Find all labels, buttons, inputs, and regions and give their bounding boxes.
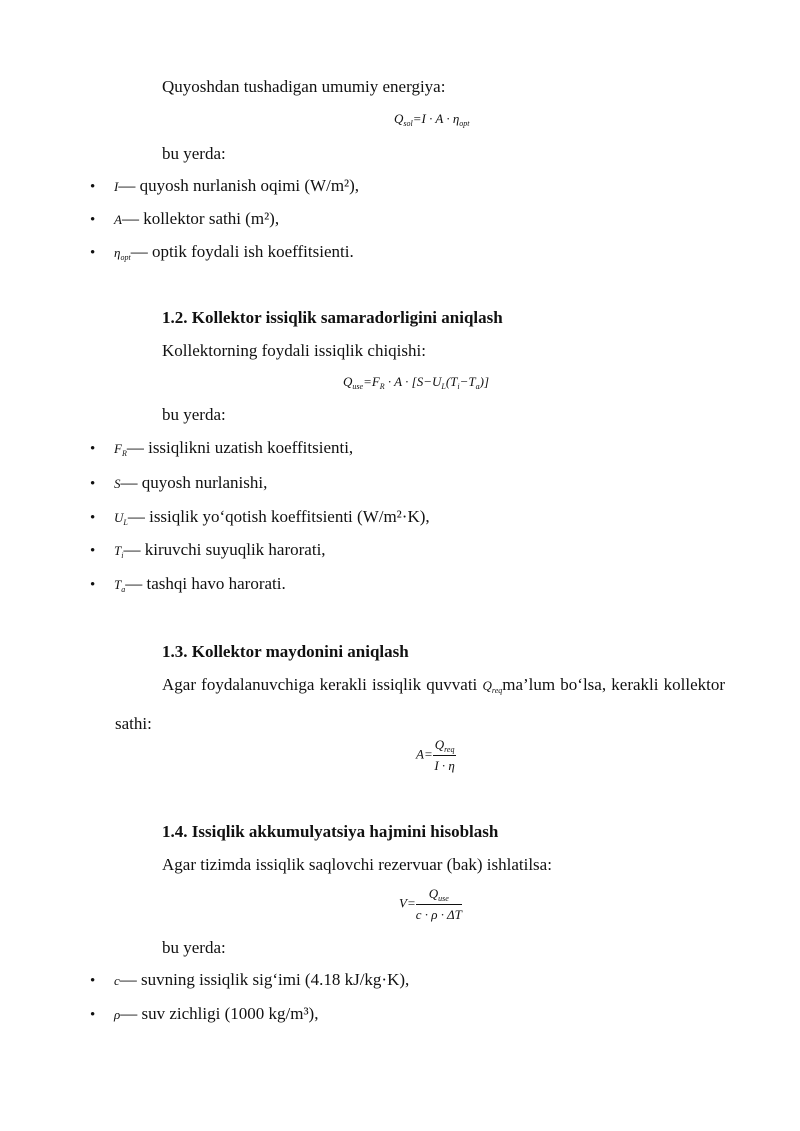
paragraph-text: ma’lum bo‘lsa, kerakli kollektor sathi:: [115, 675, 726, 733]
list-item: [90, 507, 430, 527]
solar-energy-formula: [394, 111, 470, 128]
numerator-symbol: Q: [434, 737, 445, 752]
formula-eq: =: [412, 111, 422, 126]
energy-intro-text: Quyoshdan tushadigan umumiy energiya:: [162, 77, 446, 96]
math-subscript: req: [491, 686, 503, 695]
formula-part: · A · [S−U: [384, 374, 442, 389]
formula-rhs-sub: opt: [459, 119, 470, 128]
formula-sub: L: [441, 382, 446, 391]
list-item: [90, 176, 359, 196]
item-text: — issiqlik yo‘qotish koeffitsienti (W/m²·K),: [127, 507, 430, 526]
bullet-icon: •: [90, 441, 96, 457]
list-item: [90, 970, 409, 990]
item-text: — suv zichligi (1000 kg/m³),: [120, 1004, 319, 1023]
math-subscript: a: [121, 585, 126, 594]
formula-lhs: V=: [399, 895, 416, 911]
item-text: — tashqi havo harorati.: [125, 574, 286, 593]
paragraph-text: Agar foydalanuvchiga kerakli issiqlik quvvati: [162, 675, 478, 694]
numerator-symbol: Q: [428, 886, 439, 901]
bullet-icon: •: [90, 179, 96, 195]
where-label-3: bu yerda:: [162, 938, 226, 957]
bullet-icon: •: [90, 510, 96, 526]
list-item: [90, 574, 286, 594]
bullet-icon: •: [90, 245, 96, 261]
list-item: [90, 438, 353, 458]
useful-heat-formula: [343, 374, 489, 391]
list-item: [90, 540, 326, 560]
fraction: [416, 886, 462, 923]
item-text: — suvning issiqlik sig‘imi (4.18 kJ/kg·K),: [119, 970, 410, 989]
where-label-1: bu yerda:: [162, 144, 226, 163]
math-symbol: T: [114, 543, 122, 558]
bullet-icon: •: [90, 577, 96, 593]
formula-sub: a: [475, 382, 480, 391]
useful-heat-intro: Kollektorning foydali issiqlik chiqishi:: [162, 341, 426, 360]
collector-area-formula: [416, 737, 456, 774]
formula-part: =F: [363, 374, 380, 389]
math-symbol: U: [114, 510, 124, 525]
item-text: — optik foydali ish koeffitsienti.: [130, 242, 354, 261]
math-subscript: L: [123, 518, 128, 527]
storage-volume-formula: [399, 886, 462, 923]
where-label-2: bu yerda:: [162, 405, 226, 424]
collector-area-paragraph: [115, 668, 725, 740]
formula-sub: use: [352, 382, 364, 391]
section-heading-1-2: 1.2. Kollektor issiqlik samaradorligini aniqlash: [162, 308, 503, 327]
numerator-sub: req: [444, 745, 455, 754]
fraction-denominator: c · ρ · ΔT: [415, 907, 462, 922]
formula-part: −T: [459, 374, 476, 389]
list-item: [90, 1004, 318, 1024]
item-text: — quyosh nurlanishi,: [120, 473, 268, 492]
bullet-icon: •: [90, 212, 96, 228]
math-symbol: ρ: [114, 1007, 121, 1022]
item-text: — kiruvchi suyuqlik harorati,: [123, 540, 326, 559]
list-item: [90, 209, 279, 229]
bullet-icon: •: [90, 973, 96, 989]
numerator-sub: use: [438, 894, 449, 903]
item-text: — issiqlikni uzatish koeffitsienti,: [126, 438, 354, 457]
math-symbol: Q: [482, 678, 492, 693]
math-symbol: S: [114, 476, 121, 491]
formula-sub: R: [379, 382, 385, 391]
list-item: [90, 242, 354, 262]
math-symbol: c: [114, 973, 120, 988]
formula-lhs: A=: [416, 746, 433, 762]
formula-part: Q: [343, 374, 353, 389]
bullet-icon: •: [90, 476, 96, 492]
bullet-icon: •: [90, 543, 96, 559]
formula-rhs: I · A · η: [421, 111, 460, 126]
formula-sub: i: [457, 382, 460, 391]
fraction: [433, 737, 457, 774]
storage-intro: Agar tizimda issiqlik saqlovchi rezervuar (bak) ishlatilsa:: [162, 855, 552, 874]
list-item: [90, 473, 267, 493]
math-subscript: opt: [120, 253, 131, 262]
math-subscript: i: [121, 551, 124, 560]
section-heading-1-3: 1.3. Kollektor maydonini aniqlash: [162, 642, 409, 661]
formula-part: )]: [479, 374, 490, 389]
formula-q: Q: [394, 111, 404, 126]
math-symbol: T: [114, 577, 122, 592]
math-symbol: η: [114, 245, 121, 260]
formula-part: (T: [445, 374, 458, 389]
fraction-denominator: I · η: [434, 758, 455, 773]
math-symbol: A: [114, 212, 122, 227]
formula-q-sub: sol: [403, 119, 413, 128]
math-symbol: F: [114, 441, 122, 456]
section-heading-1-4: 1.4. Issiqlik akkumulyatsiya hajmini hisoblash: [162, 822, 499, 841]
math-symbol: I: [114, 179, 119, 194]
item-text: — kollektor sathi (m²),: [121, 209, 280, 228]
fraction-numerator: [433, 737, 457, 756]
item-text: — quyosh nurlanish oqimi (W/m²),: [118, 176, 360, 195]
fraction-numerator: [416, 886, 462, 905]
bullet-icon: •: [90, 1007, 96, 1023]
math-subscript: R: [121, 449, 127, 458]
